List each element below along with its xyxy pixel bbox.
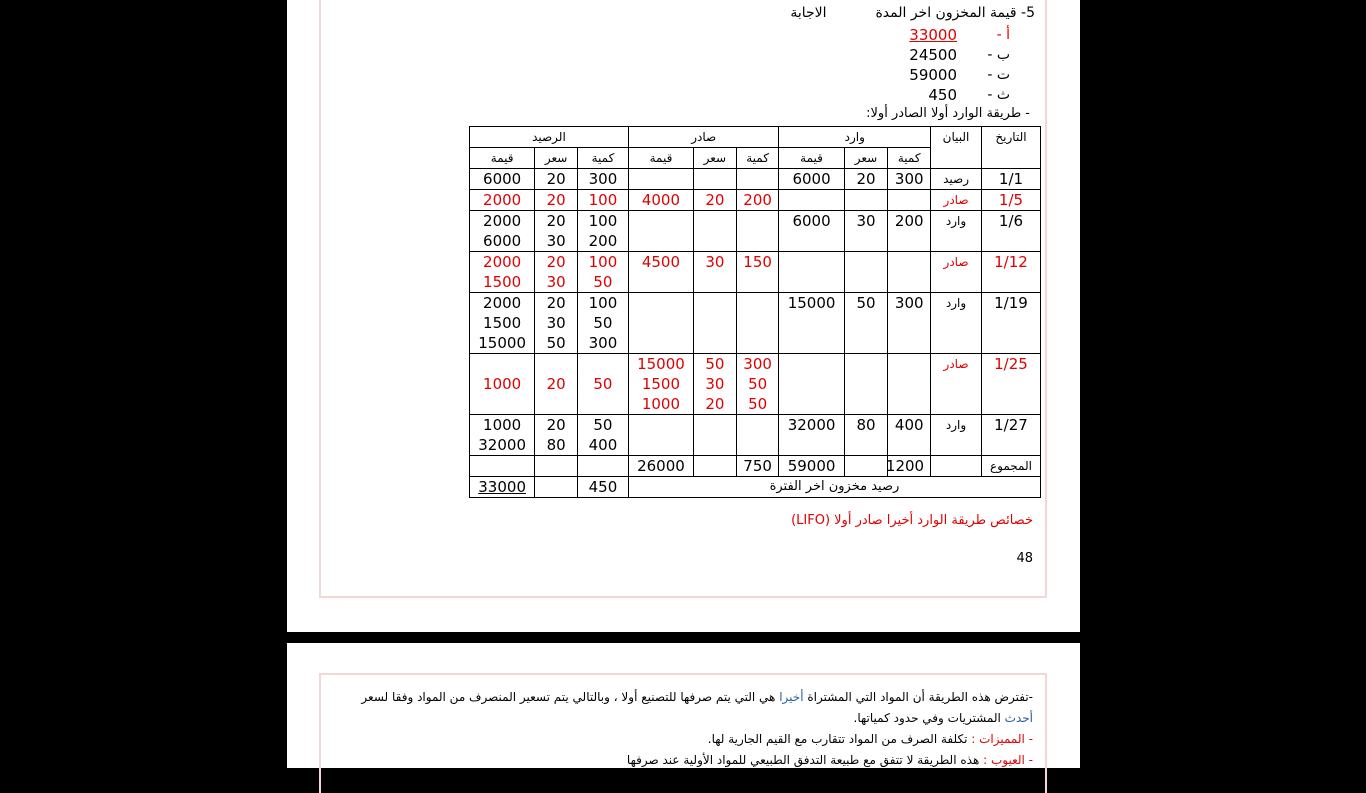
cell-line: 200 <box>743 191 772 209</box>
fifo-ledger-table <box>469 126 1041 498</box>
cell-in-qty <box>888 293 931 354</box>
cell-out-qty <box>736 354 779 415</box>
cell-line: 400 <box>894 416 924 434</box>
question-text: قيمة المخزون اخر المدة <box>875 5 1017 21</box>
table-row <box>470 293 1041 354</box>
total-label: المجموع <box>981 456 1040 477</box>
cell-in-qty <box>888 415 931 456</box>
cell-out-price <box>694 169 737 190</box>
cell-line: 30 <box>856 212 876 230</box>
cell-out-value <box>628 415 693 456</box>
row-date: 1/5 <box>981 190 1040 211</box>
cell-bal-price <box>535 211 578 252</box>
question-title <box>790 5 1035 21</box>
cell-in-value <box>779 190 844 211</box>
cell-bal-price <box>535 190 578 211</box>
ending-balance-row <box>470 477 1041 498</box>
cell-in-value <box>779 415 844 456</box>
total-out-qty: 750 <box>736 456 779 477</box>
document-page-1 <box>287 0 1080 632</box>
total-row <box>470 456 1041 477</box>
option-value: 450 <box>928 86 957 104</box>
cell-line: 32000 <box>787 416 836 434</box>
table-row <box>470 190 1041 211</box>
para-highlight: أخيرا <box>779 690 804 704</box>
cell-line: 50 <box>856 294 876 312</box>
row-statement: وارد <box>931 293 982 354</box>
cell-in-qty <box>888 211 931 252</box>
total-in-value: 59000 <box>779 456 844 477</box>
cell-line: 20 <box>546 191 566 209</box>
header-bal-qty: كمية <box>578 148 629 169</box>
cell-bal-qty <box>578 354 629 415</box>
cell-line: 400 <box>588 436 618 454</box>
cell-line: 1000 <box>483 375 522 393</box>
cell-out-price <box>694 415 737 456</box>
cell-out-price <box>694 293 737 354</box>
cell-line: 50 <box>593 314 613 332</box>
option-letter: ث - <box>987 87 1010 103</box>
cell-out-qty <box>736 293 779 354</box>
cell-line: 6000 <box>483 232 522 250</box>
cell-line: 20 <box>546 253 566 271</box>
cell-line: 32000 <box>478 436 526 454</box>
cell-bal-price <box>535 252 578 293</box>
cell-in-qty <box>888 252 931 293</box>
cell-line: 20 <box>705 395 725 413</box>
cell-line: 1500 <box>483 314 522 332</box>
cell-bal-qty <box>578 415 629 456</box>
header-bal-value: قيمة <box>470 148 535 169</box>
cell-in-qty <box>888 169 931 190</box>
lifo-heading: خصائص طريقة الوارد أخيرا صادر أولا (LIFO) <box>791 513 1033 528</box>
cell-in-price <box>844 354 888 415</box>
row-statement: صادر <box>931 354 982 415</box>
document-page-2 <box>287 643 1080 768</box>
cell-out-qty <box>736 169 779 190</box>
cell-out-value <box>628 252 693 293</box>
header-in-price: سعر <box>844 148 888 169</box>
cell-bal-price <box>535 415 578 456</box>
cell-line: 2000 <box>483 212 522 230</box>
cell-line: 6000 <box>792 212 831 230</box>
advantages-text: تكلفة الصرف من المواد تتقارب مع القيم الجارية لها. <box>707 732 972 746</box>
cell-line: 100 <box>588 212 618 230</box>
cell-line: 80 <box>856 416 876 434</box>
option-letter: ت - <box>987 67 1010 83</box>
cell-bal-price <box>535 354 578 415</box>
cell-in-price <box>844 211 888 252</box>
para-part: المشتريات وفي حدود كمياتها. <box>853 711 1005 725</box>
page-number: 48 <box>1016 551 1033 566</box>
cell-line: 300 <box>588 170 618 188</box>
cell-bal-value <box>470 211 535 252</box>
cell-line: 20 <box>705 191 725 209</box>
cell-in-price <box>844 252 888 293</box>
option-letter: أ - <box>996 27 1010 43</box>
cell-line: 20 <box>546 375 566 393</box>
cell-line: 4000 <box>641 191 681 209</box>
cell-line: 50 <box>705 355 725 373</box>
cell-line: 1500 <box>641 375 681 393</box>
cell-line: 100 <box>588 294 618 312</box>
cell-out-value <box>628 169 693 190</box>
cell-line: 30 <box>705 375 725 393</box>
row-statement: وارد <box>931 211 982 252</box>
cell-bal-value <box>470 415 535 456</box>
cell-bal-price <box>535 169 578 190</box>
advantages-line <box>343 729 1033 750</box>
header-in-value: قيمة <box>779 148 844 169</box>
cell-in-value <box>779 354 844 415</box>
cell-line: 100 <box>588 253 618 271</box>
row-statement: رصيد <box>931 169 982 190</box>
cell-bal-value <box>470 293 535 354</box>
para-part: -تفترض هذه الطريقة أن المواد التي المشتراة <box>803 690 1033 704</box>
cell-in-price <box>844 169 888 190</box>
table-row <box>470 211 1041 252</box>
cell-line: 15000 <box>478 334 526 352</box>
cell-bal-qty <box>578 169 629 190</box>
row-statement: وارد <box>931 415 982 456</box>
option-value: 24500 <box>909 46 957 64</box>
cell-line: 80 <box>546 436 566 454</box>
cell-line: 15000 <box>637 355 685 373</box>
header-bal-price: سعر <box>535 148 578 169</box>
table-row <box>470 169 1041 190</box>
cell-line: 50 <box>546 334 566 352</box>
cell-line: 30 <box>546 232 566 250</box>
cell-line: 2000 <box>483 191 522 209</box>
cell-bal-qty <box>578 211 629 252</box>
cell-out-qty <box>736 190 779 211</box>
row-statement: صادر <box>931 252 982 293</box>
cell-line: 200 <box>894 212 924 230</box>
cell-line: 20 <box>546 212 566 230</box>
header-in-qty: كمية <box>888 148 931 169</box>
cell-line: 20 <box>546 416 566 434</box>
row-date: 1/25 <box>981 354 1040 415</box>
cell-line: 1000 <box>641 395 681 413</box>
total-out-value: 26000 <box>628 456 693 477</box>
lifo-paragraph <box>343 687 1033 729</box>
table-row <box>470 415 1041 456</box>
header-out-value: قيمة <box>628 148 693 169</box>
cell-line: 200 <box>588 232 618 250</box>
cell-bal-qty <box>578 252 629 293</box>
header-balance: الرصيد <box>470 127 629 148</box>
cell-in-value <box>779 252 844 293</box>
disadvantages-label: - العيوب : <box>983 753 1033 767</box>
cell-in-value <box>779 293 844 354</box>
total-in-qty: 1200 <box>888 456 931 477</box>
cell-line: 50 <box>748 375 768 393</box>
cell-out-price <box>694 190 737 211</box>
cell-bal-value <box>470 190 535 211</box>
cell-line: 1000 <box>483 416 522 434</box>
table-row <box>470 252 1041 293</box>
para-highlight: أحدث <box>1004 711 1033 725</box>
cell-line: 50 <box>593 375 613 393</box>
lifo-description <box>343 687 1033 771</box>
cell-in-value <box>779 211 844 252</box>
cell-line: 30 <box>546 273 566 291</box>
cell-line: 6000 <box>792 170 831 188</box>
cell-line: 2000 <box>483 294 522 312</box>
cell-line: 300 <box>894 170 924 188</box>
cell-line: 15000 <box>787 294 836 312</box>
cell-bal-value <box>470 169 535 190</box>
cell-in-qty <box>888 354 931 415</box>
row-date: 1/27 <box>981 415 1040 456</box>
question-number: 5- <box>1021 5 1035 21</box>
cell-out-value <box>628 354 693 415</box>
cell-out-value <box>628 190 693 211</box>
cell-line: 1500 <box>483 273 522 291</box>
option-value: 59000 <box>909 66 957 84</box>
header-statement: البيان <box>931 127 982 169</box>
cell-line: 20 <box>546 294 566 312</box>
cell-line: 50 <box>748 395 768 413</box>
cell-in-price <box>844 293 888 354</box>
cell-line: 20 <box>546 170 566 188</box>
ending-label: رصيد مخزون اخر الفترة <box>628 477 1040 498</box>
cell-line: 300 <box>743 355 772 373</box>
cell-in-price <box>844 190 888 211</box>
option-letter: ب - <box>987 47 1010 63</box>
cell-line: 50 <box>593 273 613 291</box>
ending-value: 33000 <box>470 477 535 498</box>
cell-line: 4500 <box>641 253 681 271</box>
table-row <box>470 354 1041 415</box>
para-part: هي التي يتم صرفها للتصنيع أولا ، وبالتالي يتم تسعير المنصرف من المواد وفقا لسعر <box>361 690 780 704</box>
header-in: وارد <box>779 127 931 148</box>
cell-out-price <box>694 252 737 293</box>
cell-line: 300 <box>588 334 618 352</box>
cell-line: 30 <box>546 314 566 332</box>
row-date: 1/19 <box>981 293 1040 354</box>
cell-bal-value <box>470 252 535 293</box>
advantages-label: - المميزات : <box>971 732 1033 746</box>
cell-out-price <box>694 354 737 415</box>
cell-line: 20 <box>856 170 876 188</box>
cell-bal-qty <box>578 293 629 354</box>
cell-in-qty <box>888 190 931 211</box>
cell-line: 2000 <box>483 253 522 271</box>
cell-bal-value <box>470 354 535 415</box>
answer-label: الاجابة <box>790 5 827 21</box>
cell-line: 150 <box>743 253 772 271</box>
row-date: 1/6 <box>981 211 1040 252</box>
header-out: صادر <box>628 127 779 148</box>
cell-line: 6000 <box>483 170 522 188</box>
cell-line: 300 <box>894 294 924 312</box>
cell-line: 30 <box>705 253 725 271</box>
cell-out-price <box>694 211 737 252</box>
cell-out-value <box>628 293 693 354</box>
cell-in-value <box>779 169 844 190</box>
cell-out-qty <box>736 415 779 456</box>
cell-bal-price <box>535 293 578 354</box>
row-statement: صادر <box>931 190 982 211</box>
method-title: - طريقة الوارد أولا الصادر أولا: <box>866 106 1030 121</box>
cell-out-value <box>628 211 693 252</box>
header-out-qty: كمية <box>736 148 779 169</box>
ending-qty: 450 <box>578 477 629 498</box>
cell-in-price <box>844 415 888 456</box>
header-out-price: سعر <box>694 148 737 169</box>
cell-bal-qty <box>578 190 629 211</box>
row-date: 1/1 <box>981 169 1040 190</box>
disadvantages-text: هذه الطريقة لا تتفق مع طبيعة التدفق الطبيعي للمواد الأولية عند صرفها <box>626 753 984 767</box>
cell-out-qty <box>736 211 779 252</box>
option-value: 33000 <box>909 26 957 44</box>
cell-line: 50 <box>593 416 613 434</box>
header-date: التاريخ <box>981 127 1040 169</box>
cell-line: 100 <box>588 191 618 209</box>
cell-out-qty <box>736 252 779 293</box>
row-date: 1/12 <box>981 252 1040 293</box>
